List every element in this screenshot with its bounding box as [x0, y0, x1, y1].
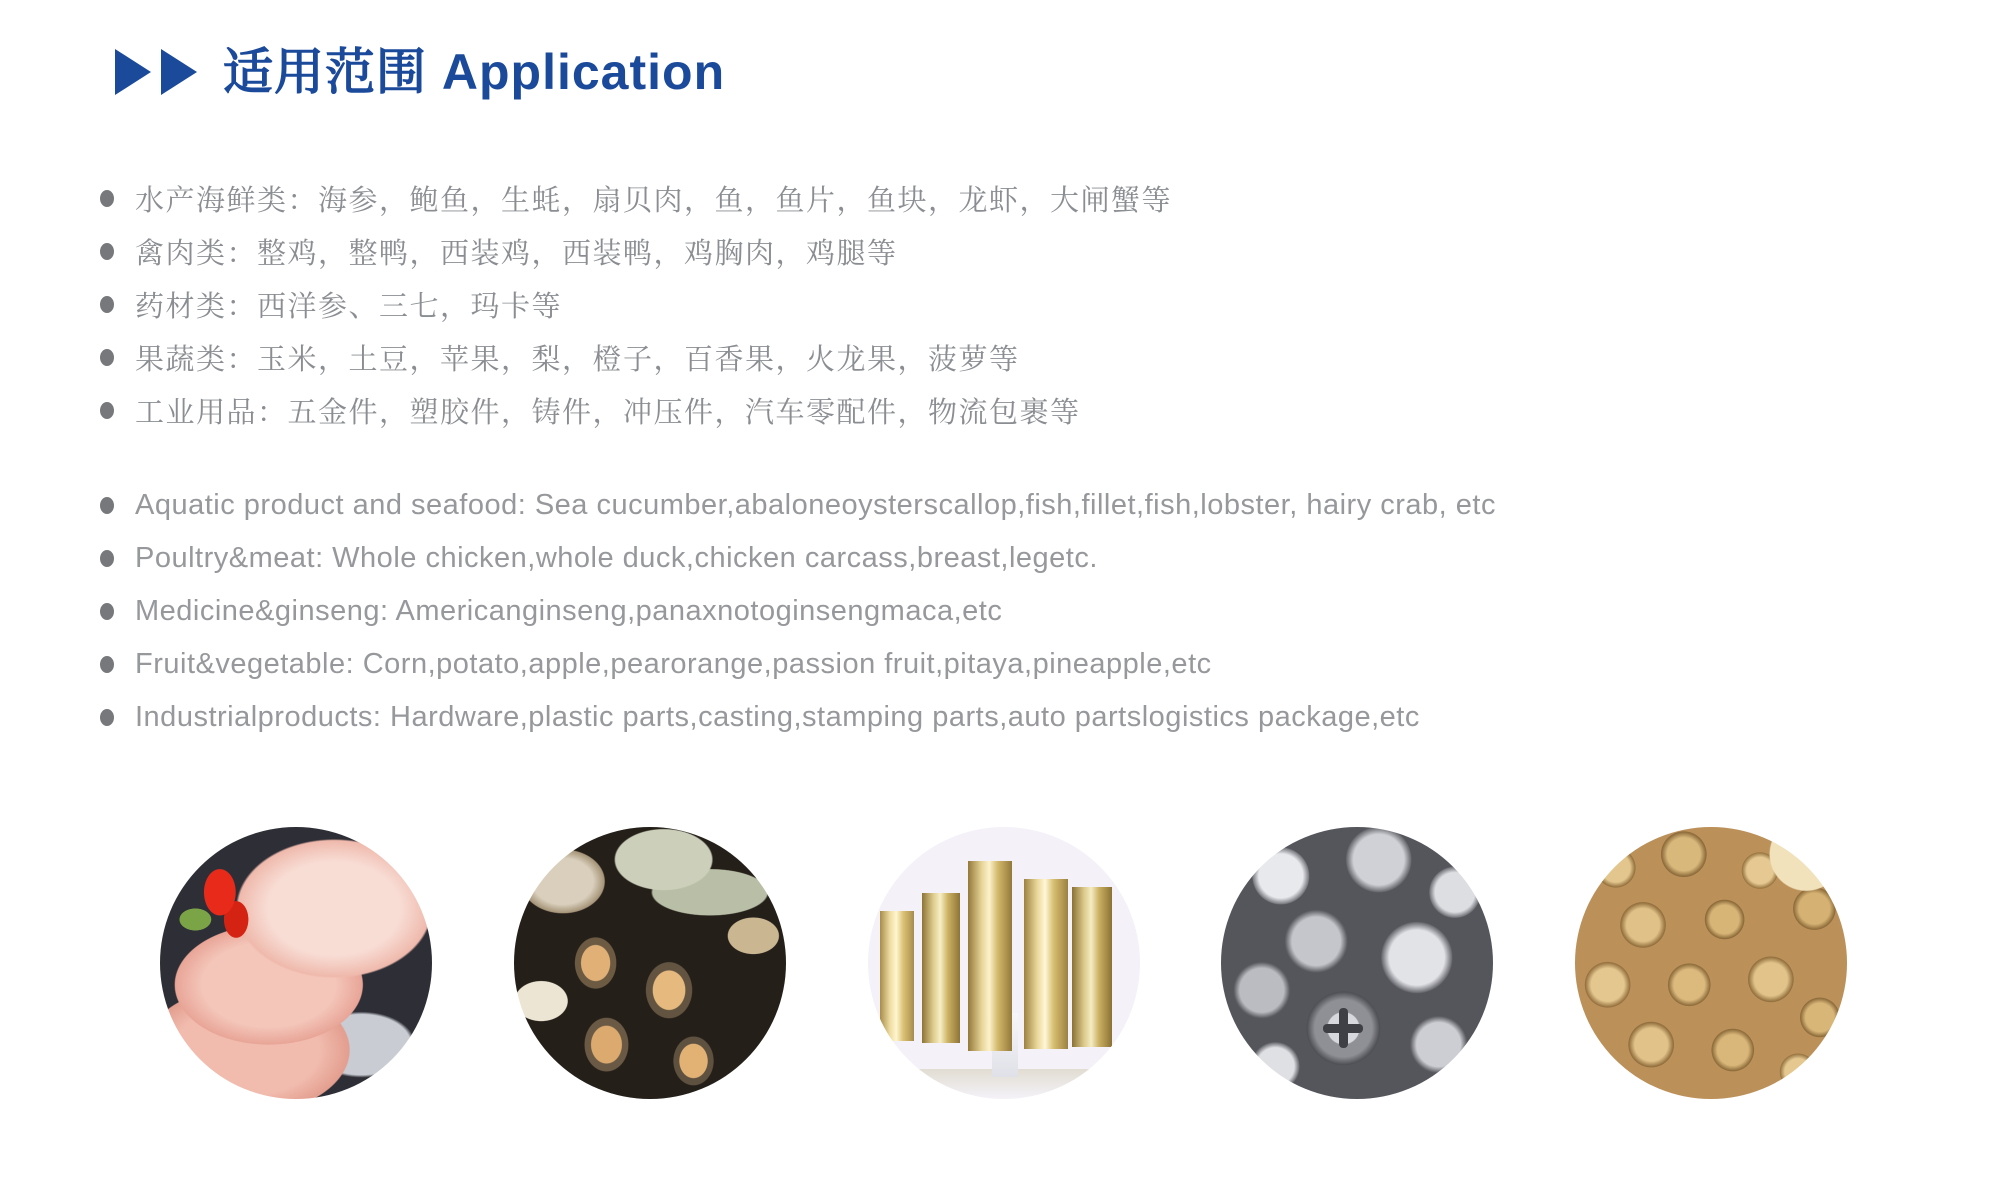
list-item-text: 禽肉类：整鸡，整鸭，西装鸡，西装鸭，鸡胸肉，鸡腿等 [135, 238, 898, 270]
list-item-text: Poultry&meat: Whole chicken,whole duck,chicken carcass,breast,legetc. [135, 542, 1098, 574]
section-title: 适用范围 Application [223, 44, 726, 100]
section-header [115, 42, 725, 102]
bullet-icon [100, 709, 114, 726]
list-item-medicine-zh [100, 278, 1940, 331]
gold-cosmetic-tubes-photo [868, 827, 1140, 1099]
application-list-chinese [100, 172, 1940, 437]
list-item-text: 工业用品：五金件，塑胶件，铸件，冲压件，汽车零配件，物流包裹等 [135, 397, 1081, 429]
application-list-english [100, 479, 1940, 744]
metal-bolts-fasteners-photo [1221, 827, 1493, 1099]
list-item-text: Fruit&vegetable: Corn,potato,apple,pearorange,passion fruit,pitaya,pineapple,etc [135, 648, 1212, 680]
list-item-medicine-en [100, 585, 1940, 638]
list-item-text: Aquatic product and seafood: Sea cucumber,abaloneoysterscallop,fish,fillet,fish,lobster, hairy crab, etc [135, 489, 1496, 521]
bullet-icon [100, 190, 114, 207]
list-item-text: 水产海鲜类：海参，鲍鱼，生蚝，扇贝肉，鱼，鱼片，鱼块，龙虾，大闸蟹等 [135, 185, 1173, 217]
list-item-industrial-zh [100, 384, 1940, 437]
arrow-right-icon [161, 49, 197, 95]
dried-ginseng-roots-photo [1575, 827, 1847, 1099]
bullet-icon [100, 656, 114, 673]
abalone-oyster-seafood-photo [514, 827, 786, 1099]
bullet-icon [100, 243, 114, 260]
bullet-icon [100, 402, 114, 419]
bullet-icon [100, 497, 114, 514]
list-item-text: 果蔬类：玉米，土豆，苹果，梨，橙子，百香果，火龙果，菠萝等 [135, 344, 1020, 376]
arrow-right-icon [115, 49, 151, 95]
list-item-aquatic-zh [100, 172, 1940, 225]
list-item-aquatic-en [100, 479, 1940, 532]
list-item-text: 药材类：西洋参、三七，玛卡等 [135, 291, 563, 323]
application-photo-gallery [160, 827, 1847, 1099]
bullet-icon [100, 349, 114, 366]
chicken-breast-meat-photo [160, 827, 432, 1099]
list-item-poultry-en [100, 532, 1940, 585]
double-arrow-icon [115, 49, 197, 95]
list-item-text: Medicine&ginseng: Americanginseng,panaxnotoginsengmaca,etc [135, 595, 1003, 627]
bullet-icon [100, 603, 114, 620]
list-item-poultry-zh [100, 225, 1940, 278]
list-item-text: Industrialproducts: Hardware,plastic parts,casting,stamping parts,auto partslogistics package,etc [135, 701, 1420, 733]
bullet-icon [100, 296, 114, 313]
list-item-fruit-en [100, 638, 1940, 691]
list-item-industrial-en [100, 691, 1940, 744]
bullet-icon [100, 550, 114, 567]
list-item-fruit-zh [100, 331, 1940, 384]
